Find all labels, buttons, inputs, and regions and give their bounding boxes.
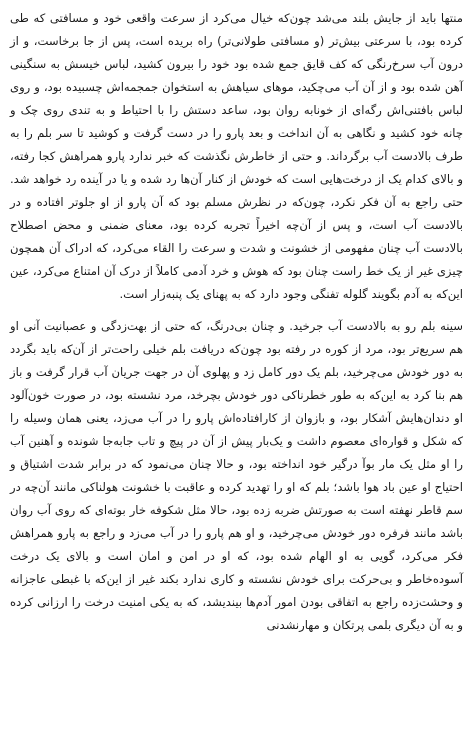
paragraph-2: سینه بلم رو به بالادست آب جرخید. و چنان بی‌درنگ، که حتی از بهت‌زدگی و عصبانیت آنی او هم سریع‌تر بود، مرد از کوره در رفته بود چون‌که دریافت بلم خیلی راحت‌تر از آن‌که باید بگردد به دور خودش می‌چرخید، بلم یک دور کامل زد و پهلوی آن در جهت جریان آب قرار گرفت و باز هم بنا کرد به این‌که به طور خطرناکی دور خودش بچرخد، مرد نشسته بود، در صورت خون‌آلود او دندان‌هایش آشکار بود، و بازوان از کارافتاده‌اش پارو را در آب می‌زد، یعنی همان وسیله را که شکل و قواره‌ای معصوم داشت و یک‌بار پیش از آن در پیچ و تاب جابه‌جا شونده و آهنین آب را او مثل یک مار بوآ درگیر خود انداخته بود، و حالا چنان می‌نمود که در برابر شدت اشتیاق و احتیاج او عین باد هوا باشد؛ بلم که او را تهدید کرده و عاقبت با خشونت هولناکی مانند آن‌چه در سم قاطر نهفته است به صورتش ضربه زده بود، حالا مثل شکوفه خار بوته‌ای که روی آب روان باشد مانند فرفره دور خودش می‌چرخید، و او هم پارو را در آب می‌زد و راجع به پارو همراهش فکر می‌کرد، گویی به او الهام شده بود، که او در امن و امان است و بالای یک درخت آسوده‌خاطر و بی‌حرکت برای خودش نشسته و کاری ندارد بکند غیر از این‌که با غبطی عاجزانه و وحشت‌زده راجع به اتفاقی بودن امور آدم‌ها بیندیشد، که به یکی امنیت درخت را ارزانی کرده و به آن دیگری بلمی پرتکان و مهارنشدنی: [10, 319, 463, 632]
paragraph-1: منتها باید از جایش بلند می‌شد چون‌که خیال می‌کرد از سرعت واقعی خود و مسافتی که طی کرده بود، با سرعتی بیش‌تر (و مسافتی طولانی‌تر) راه بریده است، پس از جا برخاست، و از درون آب سرخ‌رنگی که کف قایق جمع شده بود خود را بیرون کشید، لباس خیسش به سنگینی آهن شده بود و از آن آب می‌چکید، موهای سیاهش به استخوان جمجمه‌اش چسبیده بود، و روی لباس بافتنی‌اش رگه‌ای از خونابه روان بود، ساعد دستش را با احتیاط و به تندی روی چک و چانه خود کشید و نگاهی به آن انداخت و بعد پارو را در دست گرفت و کوشید تا سر بلم را به طرف بالادست آب برگرداند. و حتی از خاطرش نگذشت که خبر ندارد پارو همراهش کجا رفته، و بالای کدام یک از درخت‌هایی است که خودش از کنار آن‌ها رد شده و یا در آینده رد خواهد شد. حتی راجع به آن فکر نکرد، چون‌که در نظرش مسلم بود که آن پارو از او جلوتر افتاده و در بالادست آب است، و پس از آن‌چه اخیراً تجربه کرده بود، معنای ضمنی و محض اصطلاح بالادست آب چنان مفهومی از خشونت و شدت و سرعت را القاء می‌کرد، که ادراک آن همچون چیزی غیر از یک خط راست چنان بود که هوش و خرد آدمی کاملاً از درک آن امتناع می‌کرد، عین این‌که به آدم بگویند گلوله تفنگی وجود دارد که به پهنای یک پنبه‌زار است.: [10, 11, 463, 301]
